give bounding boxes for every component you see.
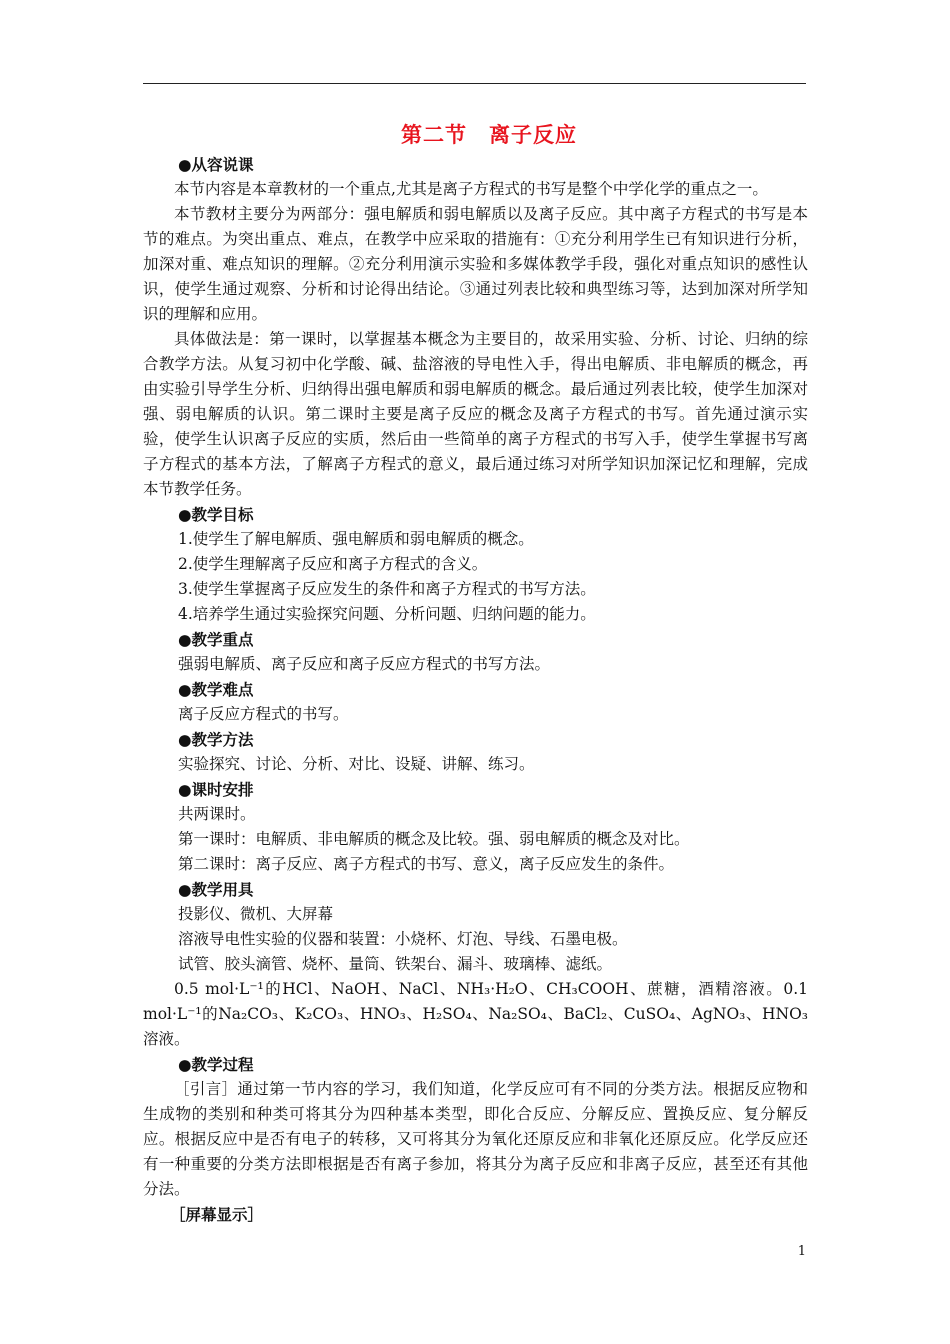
paragraph: 离子反应方程式的书写。 [178,705,349,723]
paragraph: 本节内容是本章教材的一个重点,尤其是离子方程式的书写是整个中学化学的重点之一。 [174,180,768,198]
section-heading-process: ●教学过程 [178,1055,254,1074]
list-item: 溶液导电性实验的仪器和装置：小烧杯、灯泡、导线、石墨电极。 [178,930,628,948]
list-item: 1.使学生了解电解质、强电解质和弱电解质的概念。 [178,530,534,548]
section-heading-tools: ●教学用具 [178,880,254,899]
section-heading-methods: ●教学方法 [178,730,254,749]
paragraph: 本节教材主要分为两部分：强电解质和弱电解质以及离子反应。其中离子方程式的书写是本节的难点。为突出重点、难点，在教学中应采取的措施有：①充分利用学生已有知识进行分析，加深对重、难点知识的理解。②充分利用演示实验和多媒体教学手段，强化对重点知识的感性认识，使学生通过观察、分析和讨论得出结论。③通过列表比较和典型练习等，达到加深对所学知识的理解和应用。 [143,205,808,323]
page-number: 1 [797,1244,806,1259]
paragraph: ［引言］通过第一节内容的学习，我们知道，化学反应可有不同的分类方法。根据反应物和生成物的类别和种类可将其分为四种基本类型，即化合反应、分解反应、置换反应、复分解反应。根据反应中是否有电子的转移，又可将其分为氧化还原反应和非氧化还原反应。化学反应还有一种重要的分类方法即根据是否有离子参加，将其分为离子反应和非离子反应，甚至还有其他分法。 [143,1080,808,1198]
list-item: 投影仪、微机、大屏幕 [178,905,334,923]
paragraph: 实验探究、讨论、分析、对比、设疑、讲解、练习。 [178,755,535,773]
screen-display-label: ［屏幕显示］ [170,1205,264,1224]
section-heading-key-points: ●教学重点 [178,630,254,649]
list-item: 4.培养学生通过实验探究问题、分析问题、归纳问题的能力。 [178,605,596,623]
section-heading-teaching-goals: ●教学目标 [178,505,254,524]
document-body [143,120,808,1227]
paragraph: 0.5 mol·L⁻¹的HCl、NaOH、NaCl、NH₃·H₂O、CH₃COOH、蔗糖，酒精溶液。0.1 mol·L⁻¹的Na₂CO₃、K₂CO₃、HNO₃、H₂SO₄、Na₂SO₄、BaCl₂、CuSO₄、AgNO₃、HNO₃溶液。 [143,980,808,1048]
page-title: 第二节 离子反应 [401,122,577,147]
list-item: 第一课时：电解质、非电解质的概念及比较。强、弱电解质的概念及对比。 [178,830,690,848]
section-heading-schedule: ●课时安排 [178,780,254,799]
header-rule [143,83,806,84]
list-item: 3.使学生掌握离子反应发生的条件和离子方程式的书写方法。 [178,580,596,598]
section-heading-difficulties: ●教学难点 [178,680,254,699]
list-item: 试管、胶头滴管、烧杯、量筒、铁架台、漏斗、玻璃棒、滤纸。 [178,955,613,973]
list-item: 共两课时。 [178,805,256,823]
section-heading-lesson-talk: ●从容说课 [178,155,254,174]
paragraph: 强弱电解质、离子反应和离子反应方程式的书写方法。 [178,655,551,673]
list-item: 第二课时：离子反应、离子方程式的书写、意义，离子反应发生的条件。 [178,855,675,873]
paragraph: 具体做法是：第一课时，以掌握基本概念为主要目的，故采用实验、分析、讨论、归纳的综合教学方法。从复习初中化学酸、碱、盐溶液的导电性入手，得出电解质、非电解质的概念，再由实验引导学生分析、归纳得出强电解质和弱电解质的概念。最后通过列表比较，使学生加深对强、弱电解质的认识。第二课时主要是离子反应的概念及离子方程式的书写。首先通过演示实验，使学生认识离子反应的实质，然后由一些简单的离子方程式的书写入手，使学生掌握书写离子方程式的基本方法，了解离子方程式的意义，最后通过练习对所学知识加深记忆和理解，完成本节教学任务。 [143,330,808,498]
list-item: 2.使学生理解离子反应和离子方程式的含义。 [178,555,488,573]
